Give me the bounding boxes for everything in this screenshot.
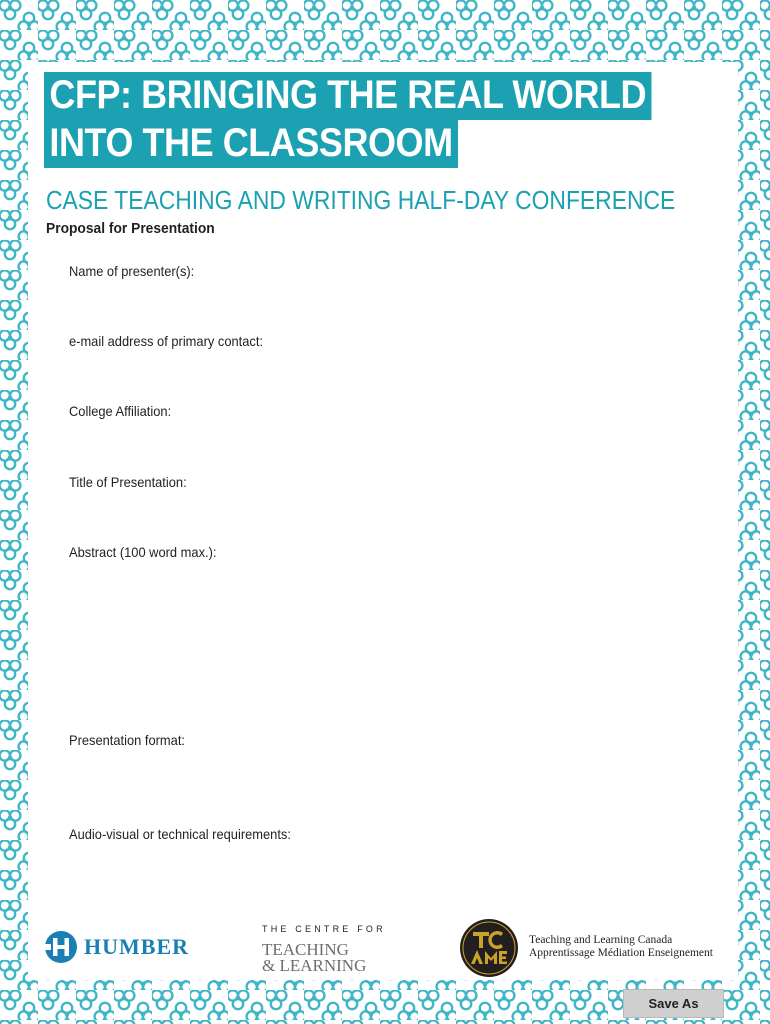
conference-subtitle: CASE TEACHING AND WRITING HALF-DAY CONFERENCE: [46, 185, 676, 215]
tlc-line-french: Apprentissage Médiation Enseignement: [529, 947, 713, 959]
page-title-line-1: CFP: BRINGING THE REAL WORLD: [44, 72, 652, 120]
proposal-heading: Proposal for Presentation: [46, 220, 215, 237]
centre-line-1: TEACHING: [262, 940, 349, 959]
presentation-format-input[interactable]: [69, 753, 709, 813]
av-requirements-label: Audio-visual or technical requirements:: [69, 826, 291, 842]
email-label: e-mail address of primary contact:: [69, 333, 263, 349]
abstract-label: Abstract (100 word max.):: [69, 544, 217, 560]
humber-logo: [44, 930, 189, 964]
presenter-name-input[interactable]: [69, 284, 709, 324]
centre-teaching-learning-logo: [262, 924, 386, 974]
presentation-title-label: Title of Presentation:: [69, 474, 187, 490]
humber-h-icon: [44, 930, 78, 964]
page-title-line-2: INTO THE CLASSROOM: [44, 120, 458, 168]
presenter-name-label: Name of presenter(s):: [69, 263, 195, 279]
save-as-button[interactable]: Save As: [623, 989, 724, 1018]
presentation-title-input[interactable]: [69, 495, 709, 535]
presentation-format-label: Presentation format:: [69, 732, 185, 748]
av-requirements-input[interactable]: [69, 847, 709, 907]
tlc-seal-icon: [459, 918, 519, 978]
tlc-line-english: Teaching and Learning Canada: [529, 934, 673, 946]
abstract-input[interactable]: [69, 566, 709, 726]
college-affiliation-input[interactable]: [69, 424, 709, 464]
centre-small-caption: THE CENTRE FOR: [262, 924, 386, 934]
email-input[interactable]: [69, 354, 709, 394]
college-affiliation-label: College Affiliation:: [69, 403, 172, 419]
centre-line-2: & LEARNING: [262, 956, 367, 975]
tlc-text-block: [529, 934, 713, 960]
humber-name: HUMBER: [84, 934, 189, 959]
